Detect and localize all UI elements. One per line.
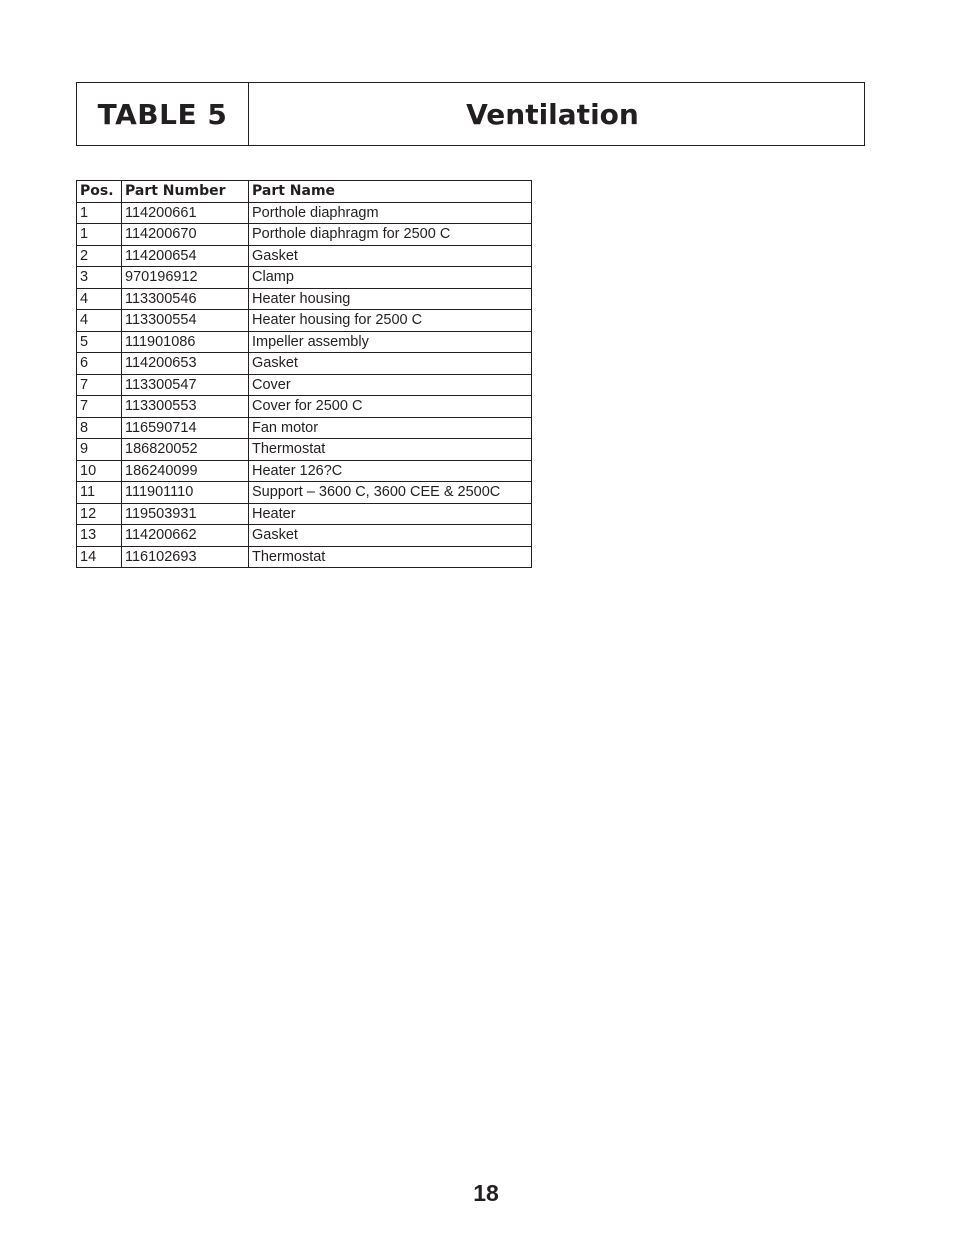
cell-part-name: Thermostat: [249, 546, 532, 568]
cell-part-name: Heater 126?C: [249, 460, 532, 482]
table-row: [77, 202, 532, 224]
table-row: [77, 546, 532, 568]
cell-part-name: Porthole diaphragm for 2500 C: [249, 224, 532, 246]
cell-part-name: Heater: [249, 503, 532, 525]
cell-part-number: 114200662: [122, 525, 249, 547]
cell-part-number: 113300554: [122, 310, 249, 332]
cell-part-name: Cover for 2500 C: [249, 396, 532, 418]
cell-pos: 7: [77, 374, 122, 396]
column-header-part-name: Part Name: [249, 181, 532, 203]
page-title: Ventilation: [466, 97, 639, 131]
cell-part-number: 114200670: [122, 224, 249, 246]
page-number: 18: [473, 1180, 499, 1206]
cell-pos: 4: [77, 288, 122, 310]
cell-part-name: Gasket: [249, 525, 532, 547]
cell-part-name: Cover: [249, 374, 532, 396]
cell-pos: 9: [77, 439, 122, 461]
table-header-row: [77, 181, 532, 203]
cell-part-number: 113300553: [122, 396, 249, 418]
table-row: [77, 310, 532, 332]
cell-part-name: Porthole diaphragm: [249, 202, 532, 224]
table-row: [77, 396, 532, 418]
cell-pos: 10: [77, 460, 122, 482]
cell-pos: 2: [77, 245, 122, 267]
cell-part-number: 113300547: [122, 374, 249, 396]
table-header-box: [76, 82, 865, 146]
column-header-part-number: Part Number: [122, 181, 249, 203]
cell-part-name: Impeller assembly: [249, 331, 532, 353]
cell-part-name: Support – 3600 C, 3600 CEE & 2500C: [249, 482, 532, 504]
cell-part-number: 970196912: [122, 267, 249, 289]
cell-part-name: Gasket: [249, 245, 532, 267]
cell-part-number: 116590714: [122, 417, 249, 439]
cell-part-name: Heater housing: [249, 288, 532, 310]
cell-part-name: Clamp: [249, 267, 532, 289]
cell-part-number: 111901110: [122, 482, 249, 504]
table-row: [77, 331, 532, 353]
cell-pos: 7: [77, 396, 122, 418]
table-row: [77, 245, 532, 267]
cell-pos: 12: [77, 503, 122, 525]
table-row: [77, 525, 532, 547]
cell-part-number: 114200661: [122, 202, 249, 224]
cell-pos: 3: [77, 267, 122, 289]
cell-part-name: Gasket: [249, 353, 532, 375]
cell-pos: 5: [77, 331, 122, 353]
parts-table: [76, 180, 532, 568]
table-row: [77, 482, 532, 504]
cell-part-number: 113300546: [122, 288, 249, 310]
cell-pos: 1: [77, 224, 122, 246]
column-header-pos: Pos.: [77, 181, 122, 203]
cell-pos: 6: [77, 353, 122, 375]
cell-pos: 13: [77, 525, 122, 547]
cell-part-number: 119503931: [122, 503, 249, 525]
cell-pos: 4: [77, 310, 122, 332]
cell-part-number: 111901086: [122, 331, 249, 353]
table-row: [77, 224, 532, 246]
cell-pos: 11: [77, 482, 122, 504]
table-row: [77, 439, 532, 461]
cell-part-name: Fan motor: [249, 417, 532, 439]
table-row: [77, 353, 532, 375]
table-row: [77, 288, 532, 310]
cell-part-number: 186240099: [122, 460, 249, 482]
table-row: [77, 460, 532, 482]
cell-pos: 1: [77, 202, 122, 224]
table-row: [77, 417, 532, 439]
table-row: [77, 503, 532, 525]
table-label: TABLE 5: [77, 83, 249, 145]
cell-pos: 14: [77, 546, 122, 568]
parts-table-body: [77, 202, 532, 568]
cell-part-number: 114200653: [122, 353, 249, 375]
cell-part-number: 186820052: [122, 439, 249, 461]
cell-pos: 8: [77, 417, 122, 439]
cell-part-number: 114200654: [122, 245, 249, 267]
cell-part-name: Heater housing for 2500 C: [249, 310, 532, 332]
table-row: [77, 267, 532, 289]
cell-part-name: Thermostat: [249, 439, 532, 461]
table-row: [77, 374, 532, 396]
cell-part-number: 116102693: [122, 546, 249, 568]
